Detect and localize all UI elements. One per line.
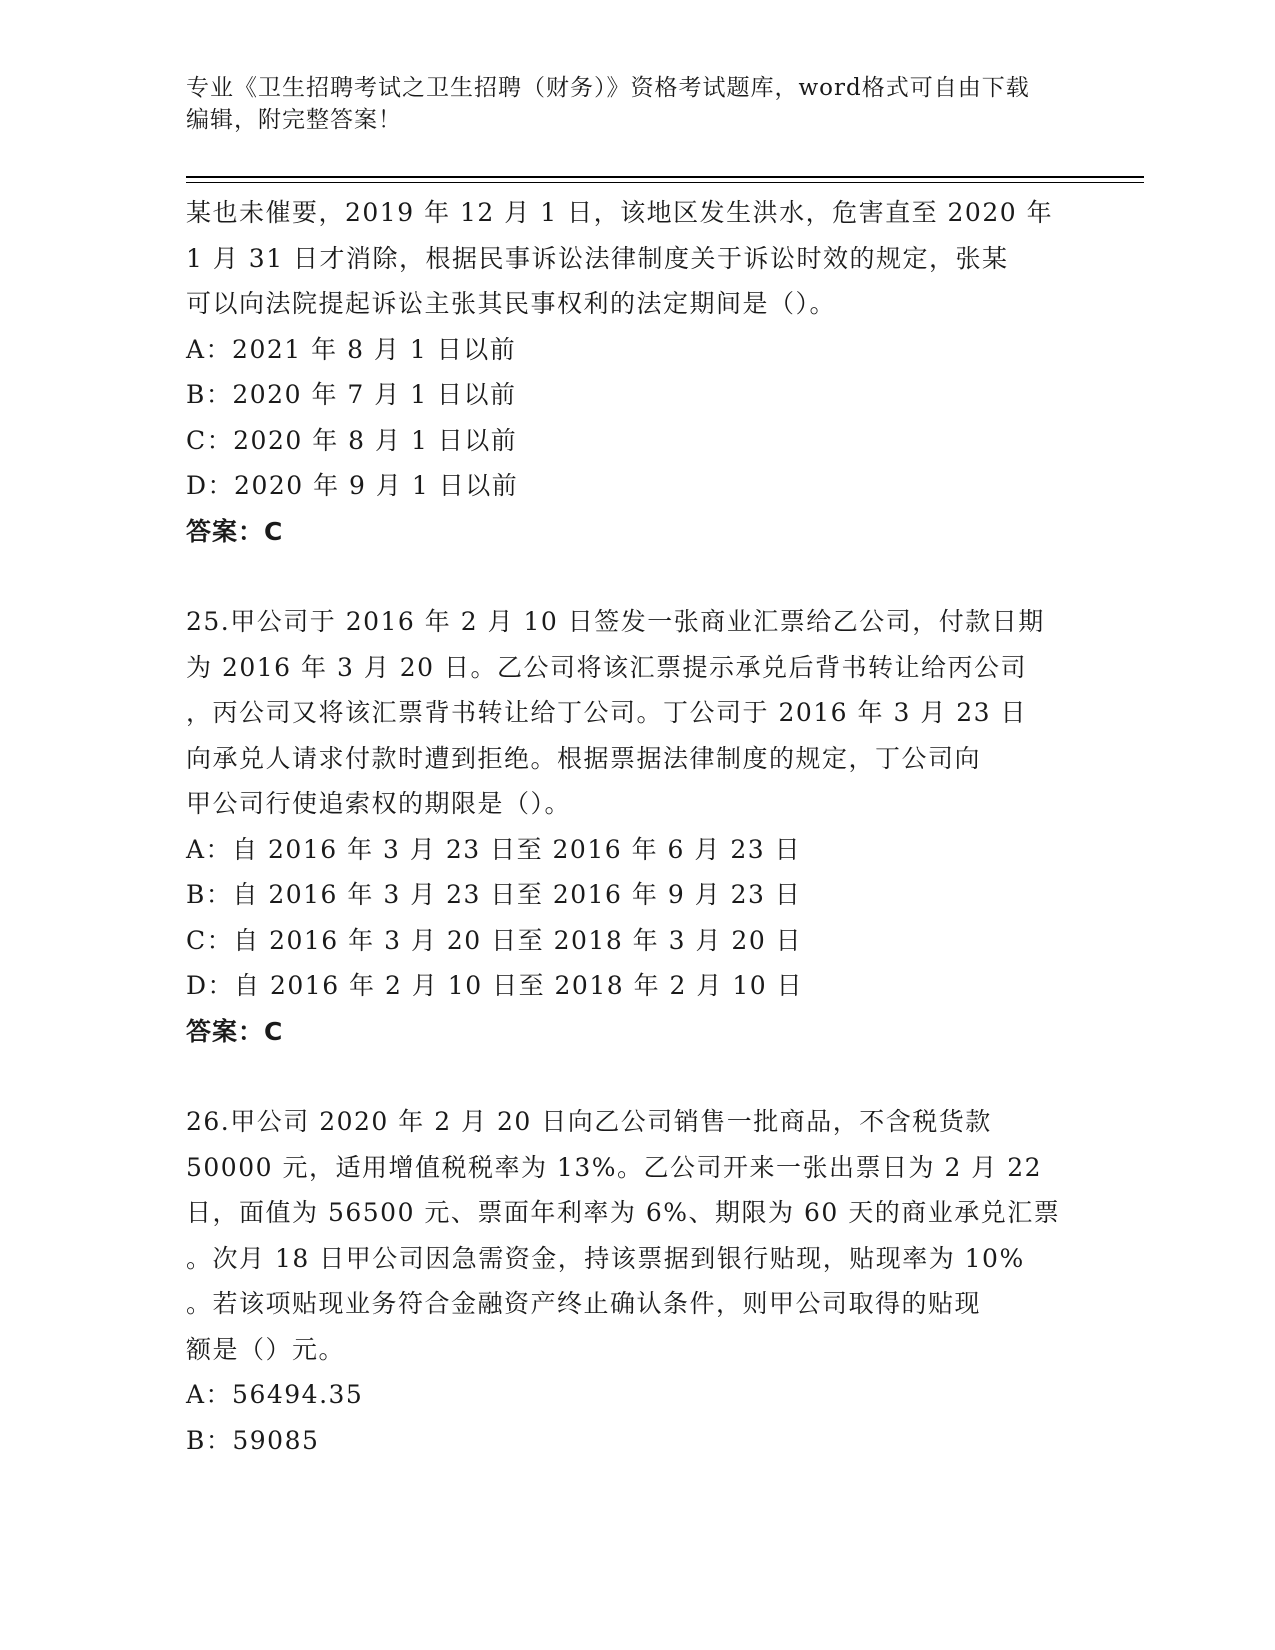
stem-line: 可以向法院提起诉讼主张其民事权利的法定期间是（）。	[186, 289, 837, 318]
option-c: C：自 2016 年 3 月 20 日至 2018 年 3 月 20 日	[186, 925, 803, 955]
question-block	[186, 190, 1086, 554]
spacer	[186, 554, 1086, 599]
stem-line: ，丙公司又将该汇票背书转让给丁公司。丁公司于 2016 年 3 月 23 日	[186, 698, 1028, 727]
option-d: D：2020 年 9 月 1 日以前	[186, 471, 519, 500]
header-divider-thin	[186, 182, 1144, 183]
stem-line: 26.甲公司 2020 年 2 月 20 日向乙公司销售一批商品，不含税货款	[186, 1107, 992, 1136]
stem-line: 甲公司行使追索权的期限是（）。	[186, 789, 572, 818]
stem-line: 向承兑人请求付款时遭到拒绝。根据票据法律制度的规定，丁公司向	[186, 743, 982, 773]
stem-line: 。次月 18 日甲公司因急需资金，持该票据到银行贴现，贴现率为 10%	[186, 1243, 1025, 1273]
document-body	[186, 190, 1086, 1463]
question-stem	[186, 1099, 1086, 1372]
option-b: B：自 2016 年 3 月 23 日至 2016 年 9 月 23 日	[186, 880, 802, 909]
stem-line: 日，面值为 56500 元、票面年利率为 6%、期限为 60 天的商业承兑汇票	[186, 1198, 1061, 1227]
stem-line: 额是（）元。	[186, 1334, 346, 1364]
header-line-2: 编辑，附完整答案！	[186, 107, 402, 133]
question-block	[186, 1099, 1086, 1463]
stem-line: 50000 元，适用增值税税率为 13%。乙公司开来一张出票日为 2 月 22	[186, 1152, 1043, 1182]
option-b: B：59085	[186, 1425, 320, 1455]
header-divider-thick	[186, 176, 1144, 178]
stem-line: 为 2016 年 3 月 20 日。乙公司将该汇票提示承兑后背书转让给丙公司	[186, 652, 1028, 682]
question-stem	[186, 599, 1086, 827]
stem-line: 某也未催要，2019 年 12 月 1 日，该地区发生洪水，危害直至 2020 年	[186, 198, 1054, 227]
spacer	[186, 1054, 1086, 1099]
option-d: D：自 2016 年 2 月 10 日至 2018 年 2 月 10 日	[186, 971, 804, 1000]
stem-line: 。若该项贴现业务符合金融资产终止确认条件，则甲公司取得的贴现	[186, 1289, 982, 1318]
stem-line: 1 月 31 日才消除，根据民事诉讼法律制度关于诉讼时效的规定，张某	[186, 243, 1009, 273]
question-block	[186, 599, 1086, 1054]
answer-line: 答案：C	[186, 516, 284, 546]
option-a: A：自 2016 年 3 月 23 日至 2016 年 6 月 23 日	[186, 834, 802, 864]
header-line-1: 专业《卫生招聘考试之卫生招聘（财务）》资格考试题库，word格式可自由下载	[186, 75, 1030, 101]
option-b: B：2020 年 7 月 1 日以前	[186, 380, 517, 409]
option-a: A：2021 年 8 月 1 日以前	[186, 334, 517, 364]
option-a: A：56494.35	[186, 1380, 364, 1409]
stem-line: 25.甲公司于 2016 年 2 月 10 日签发一张商业汇票给乙公司，付款日期	[186, 607, 1045, 636]
document-header	[186, 72, 1066, 136]
answer-line: 答案：C	[186, 1016, 284, 1046]
option-c: C：2020 年 8 月 1 日以前	[186, 425, 518, 455]
question-stem	[186, 190, 1086, 327]
